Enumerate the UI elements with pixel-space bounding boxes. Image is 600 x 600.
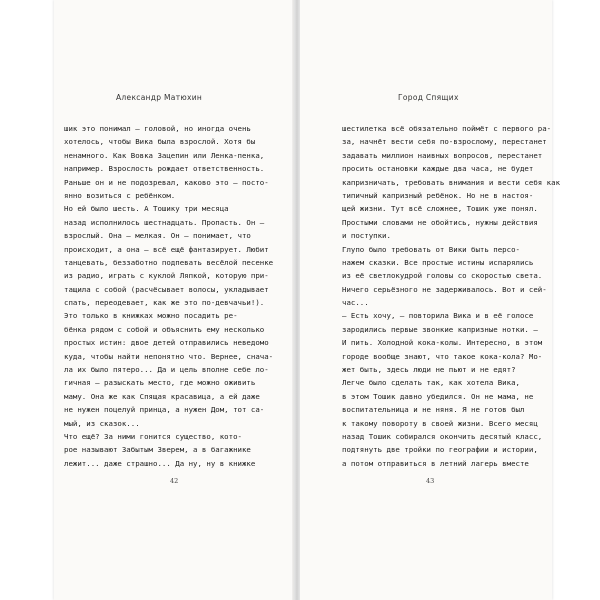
text-line: тащила с собой (расчёсывает волосы, укладывает	[64, 284, 269, 294]
text-line: щей жизни. Тут всё сложнее, Тошик уже понял.	[342, 204, 538, 214]
text-line: типичный капризный ребёнок. Но не в настоя-	[342, 190, 534, 200]
text-line: янно возиться с ребёнком.	[64, 190, 176, 200]
text-line: взрослый. Она — мелкая. Он — понимает, что	[64, 231, 251, 241]
text-line: к такому повороту в своей жизни. Всего месяц	[342, 418, 538, 428]
text-line: И пить. Холодной кока-колы. Интересно, в этом	[342, 338, 543, 348]
text-line: из её светлокудрой головы со скоростью света.	[342, 271, 543, 281]
text-line: лежит... даже страшно... Да ну, ну в книжке	[64, 458, 256, 468]
text-line: маму. Она же как Спящая красавица, а ей даже	[64, 391, 260, 401]
text-line: городе вообще знают, что такое кока-кола? Мо-	[342, 351, 543, 361]
text-line: Ничего серьёзного не задерживалось. Вот и сей-	[342, 284, 547, 294]
text-line: рое называют Забытым Зверем, а в багажнике	[64, 445, 251, 455]
text-line: шестилетка всё обязательно поймёт с первого ра-	[342, 124, 552, 133]
text-line: Легче было сделать так, как хотела Вика,	[342, 378, 520, 388]
text-line: зародились первые звонкие капризные нотки. —	[342, 324, 538, 334]
text-line: Но ей было шесть. А Тошику три месяца	[64, 204, 229, 214]
text-line: назад Тошик собирался окончить десятый класс,	[342, 431, 543, 441]
right-page	[300, 0, 561, 600]
right-page-number: 43	[426, 477, 435, 485]
text-line: час...	[342, 298, 369, 308]
text-line: и поступки.	[342, 231, 391, 241]
text-line: мый, из сказок...	[64, 418, 140, 428]
text-line: хотелось, чтобы Вика была взрослой. Хотя бы	[64, 137, 256, 147]
left-text-block	[64, 122, 290, 470]
text-line: Простыми словами не обойтись, нужны действия	[342, 217, 538, 227]
left-page-number: 42	[170, 477, 179, 485]
right-running-head: Город Спящих	[398, 93, 459, 102]
text-line: простых истин: двое детей отправились неведомо	[64, 338, 269, 348]
text-line: капризничать, требовать внимания и вести себя как	[342, 177, 561, 187]
text-line: гичная — разыскать место, где можно оживить	[64, 378, 256, 388]
text-line: Это только в книжках можно посадить ре-	[64, 311, 238, 321]
text-line: бёнка рядом с собой и объяснить ему несколько	[64, 324, 265, 334]
left-page	[54, 0, 294, 600]
text-line: Раньше он и не подозревал, каково это — посто-	[64, 177, 269, 187]
text-line: из радио, играть с куклой Ляпкой, которую при-	[64, 271, 269, 281]
text-line: Глупо было требовать от Вики быть персо-	[342, 244, 520, 254]
text-line: жет быть, здесь люди не пьют и не едят?	[342, 365, 516, 375]
right-text-block	[342, 122, 561, 470]
text-line: — Есть хочу, — повторила Вика и в её голосе	[342, 311, 534, 321]
text-line: в этом Тошик давно убедился. Он не мама, не	[342, 391, 534, 401]
text-line: а потом отправиться в летний лагерь вместе	[342, 458, 529, 468]
text-line: происходит, а она — всё ещё фантазирует. Любит	[64, 244, 269, 254]
text-line: за, начнёт вести себя по-взрослому, перестанет	[342, 137, 547, 147]
left-running-head: Александр Матюхин	[116, 93, 203, 102]
text-line: нажем сказки. Все простые истины испарялись	[342, 257, 534, 267]
text-line: куда, чтобы найти непонятно что. Вернее, снача-	[64, 351, 274, 361]
text-line: шик это понимал — головой, но иногда очень	[64, 124, 251, 133]
text-line: подтянуть две тройки по географии и истории,	[342, 445, 538, 455]
text-line: просить остановки каждые два часа, не будет	[342, 164, 534, 174]
text-line: задавать миллион наивных вопросов, перестанет	[342, 150, 543, 160]
text-line: спать, переодевает, как же это по-девчачьи!).	[64, 298, 265, 308]
text-line: не нужен поцелуй принца, а нужен Дом, тот са-	[64, 405, 265, 415]
text-line: танцевать, беззаботно подпевать весёлой песенке	[64, 257, 274, 267]
text-line: например. Взрослость рождает ответственность.	[64, 164, 265, 174]
text-line: воспитательница и не няня. Я не готов был	[342, 405, 525, 415]
text-line: Что ещё? За ними гонится существо, кото-	[64, 431, 242, 441]
text-line: ненамного. Как Вовка Зацепин или Ленка-пенка,	[64, 150, 265, 160]
text-line: ла их было пятеро... Да и цель вполне себе ло-	[64, 365, 269, 375]
text-line: назад исполнилось шестнадцать. Пропасть. Он —	[64, 217, 265, 227]
